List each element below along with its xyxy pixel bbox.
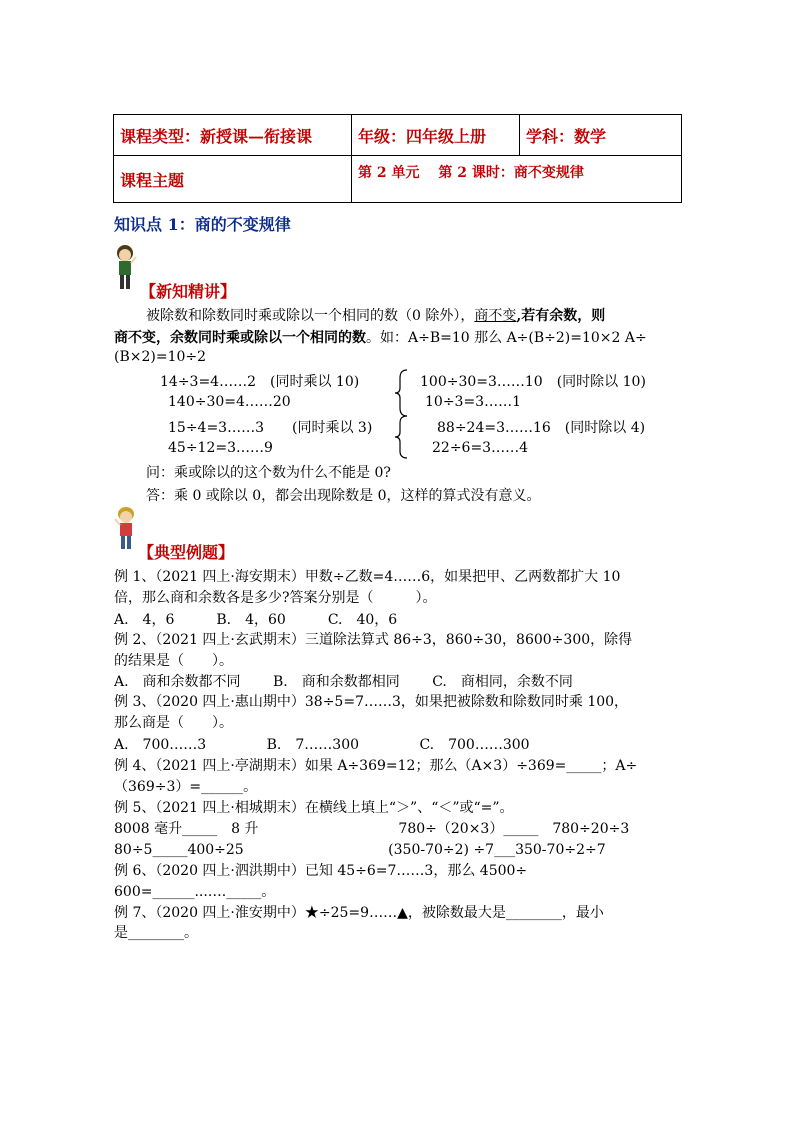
explanation-line-2 xyxy=(114,327,647,347)
new-knowledge-heading: 【新知精讲】 xyxy=(140,282,237,301)
example-line: 8008 毫升_____ 8 升 780÷（20×3）_____ 780÷20÷3 xyxy=(114,821,630,837)
example-line: 例 5、（2021 四上·相城期末）在横线上填上“＞”、“＜”或“=”。 xyxy=(114,800,514,816)
curly-brace-icon xyxy=(393,414,411,460)
course-header-table xyxy=(113,114,682,203)
left-example-4: 45÷12=3……9 xyxy=(168,440,273,456)
example-line: 例 7、（2020 四上·淮安期中）★÷25=9……▲，被除数最大是________，最小 xyxy=(114,905,604,921)
grade-cell: 年级：四年级上册 xyxy=(352,115,520,156)
left-example-1: 14÷3=4……2 (同时乘以 10) xyxy=(160,374,360,390)
example-line: A. 4，6 B. 4，60 C. 40，6 xyxy=(114,612,398,628)
example-line: 例 2、（2021 四上·玄武期末）三道除法算式 86÷3，860÷30，8600÷300，除得 xyxy=(114,632,633,648)
right-example-2: 10÷3=3……1 xyxy=(425,394,521,410)
example-line: 倍，那么商和余数各是多少?答案分别是（ ）。 xyxy=(114,590,437,606)
curly-brace-icon xyxy=(393,368,411,418)
course-type-cell: 课程类型：新授课—衔接课 xyxy=(114,115,352,156)
explanation-text-2b: 。如：A÷B=10 那么 A÷(B÷2)=10×2 A÷ xyxy=(366,330,647,346)
example-line: A. 700……3 B. 7……300 C. 700……300 xyxy=(114,737,530,753)
typical-examples-heading: 【典型例题】 xyxy=(138,543,235,562)
explanation-line-3: (B×2)=10÷2 xyxy=(114,349,207,365)
explanation-text-2a: 商不变，余数同时乘或除以一个相同的数 xyxy=(114,330,366,346)
example-line: A. 商和余数都不同 B. 商和余数都相同 C. 商相同，余数不同 xyxy=(114,674,573,690)
topic-value-cell: 第 2 单元 第 2 课时：商不变规律 xyxy=(352,156,682,203)
knowledge-point-title: 知识点 1：商的不变规律 xyxy=(114,215,291,234)
answer-text: 答：乘 0 或除以 0，都会出现除数是 0，这样的算式没有意义。 xyxy=(146,488,541,504)
example-line: 例 3、（2020 四上·惠山期中）38÷5=7……3，如果把被除数和除数同时乘 100， xyxy=(114,694,629,710)
example-line: 例 6、（2020 四上·泗洪期中）已知 45÷6=7……3，那么 4500÷ xyxy=(114,863,528,879)
example-line: 80÷5_____400÷25 (350-70÷2) ÷7___350-70÷2÷7 xyxy=(114,842,606,858)
topic-label-cell: 课程主题 xyxy=(114,156,352,203)
example-line: 是________。 xyxy=(114,925,198,941)
example-line: 例 4、（2021 四上·亭湖期末）如果 A÷369=12；那么（A×3）÷369=_____；A÷ xyxy=(114,758,638,774)
explanation-line-1 xyxy=(146,305,605,325)
example-line: （369÷3）=______。 xyxy=(114,779,258,795)
example-line: 600=______...…._____。 xyxy=(114,884,276,900)
explanation-text-1b: 商不变 xyxy=(474,308,517,324)
example-line: 例 1、（2021 四上·海安期末）甲数÷乙数=4……6，如果把甲、乙两数都扩大 10 xyxy=(114,569,621,585)
cartoon-boy-icon xyxy=(112,243,138,293)
example-line: 那么商是（ ）。 xyxy=(114,715,233,731)
cartoon-boy-icon xyxy=(113,505,139,553)
explanation-text-1a: 被除数和除数同时乘或除以一个相同的数（0 除外）， xyxy=(146,308,475,324)
right-example-3: 88÷24=3……16 (同时除以 4) xyxy=(437,420,646,436)
example-line: 的结果是（ ）。 xyxy=(114,653,233,669)
subject-cell: 学科：数学 xyxy=(520,115,682,156)
question-text: 问：乘或除以的这个数为什么不能是 0? xyxy=(146,465,391,481)
explanation-text-1c: ,若有余数，则 xyxy=(516,308,606,324)
left-example-2: 140÷30=4……20 xyxy=(168,394,291,410)
right-example-1: 100÷30=3……10 (同时除以 10) xyxy=(420,374,646,390)
left-example-3: 15÷4=3……3 (同时乘以 3) xyxy=(168,420,373,436)
right-example-4: 22÷6=3……4 xyxy=(432,440,528,456)
